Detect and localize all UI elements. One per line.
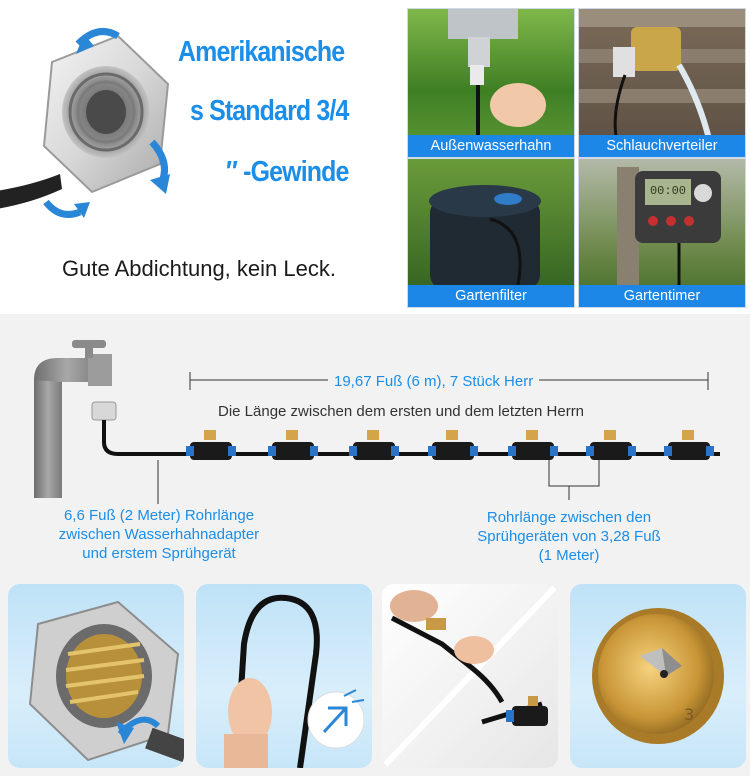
photo-caption: Schlauchverteiler bbox=[579, 135, 745, 157]
photo-garden-timer bbox=[578, 158, 746, 308]
subtitle: Gute Abdichtung, kein Leck. bbox=[62, 256, 336, 281]
photo-hose-splitter bbox=[578, 8, 746, 158]
headline-line-2: s Standard 3/4 bbox=[190, 95, 349, 127]
photo-outdoor-faucet bbox=[407, 8, 575, 158]
engraved-mark: 3 bbox=[684, 705, 695, 724]
mist-nozzle bbox=[586, 426, 636, 467]
hose-loop-illustration bbox=[196, 584, 372, 768]
headline-line-1: Amerikanische bbox=[178, 36, 345, 68]
misting-diagram bbox=[0, 314, 750, 576]
panel-quick-connect bbox=[382, 584, 558, 768]
mist-nozzle bbox=[268, 426, 318, 467]
feature-panels bbox=[0, 576, 750, 776]
hex-nut-illustration bbox=[0, 14, 190, 234]
adapter-line-2: zwischen Wasserhahnadapter bbox=[58, 526, 260, 543]
panel-brass-thread bbox=[8, 584, 184, 768]
spacing-line-1: Rohrlänge zwischen den bbox=[486, 509, 652, 526]
spacing-length-label bbox=[446, 508, 692, 565]
photo-caption: Gartentimer bbox=[579, 285, 745, 307]
panel-brass-nozzle bbox=[570, 584, 746, 768]
total-length-label: 19,67 Fuß (6 m), 7 Stück Herr bbox=[328, 373, 539, 390]
adapter-length-label bbox=[20, 506, 298, 563]
spacing-line-3: (1 Meter) bbox=[538, 547, 600, 564]
mist-nozzle bbox=[508, 426, 558, 467]
mist-nozzle bbox=[428, 426, 478, 467]
headline-line-3: ″ -Gewinde bbox=[226, 156, 349, 188]
photo-caption: Gartenfilter bbox=[408, 285, 574, 307]
photo-garden-filter bbox=[407, 158, 575, 308]
photo-caption: Außenwasserhahn bbox=[408, 135, 574, 157]
mist-nozzle bbox=[349, 426, 399, 467]
faucet-adapter bbox=[92, 402, 116, 420]
adapter-line-3: und erstem Sprühgerät bbox=[82, 545, 236, 562]
brass-nozzle-illustration bbox=[570, 584, 746, 768]
top-section bbox=[0, 0, 750, 314]
quick-connect-illustration bbox=[382, 584, 558, 768]
mist-nozzle bbox=[664, 426, 714, 467]
between-length-label: Die Länge zwischen dem ersten und dem letzten Herrn bbox=[218, 403, 585, 420]
mist-nozzle bbox=[186, 426, 236, 467]
timer-display: 00:00 bbox=[649, 184, 686, 198]
adapter-line-1: 6,6 Fuß (2 Meter) Rohrlänge bbox=[63, 507, 255, 524]
threaded-adapter-illustration bbox=[8, 584, 184, 768]
panel-flexible-hose bbox=[196, 584, 372, 768]
spacing-line-2: Sprühgeräten von 3,28 Fuß bbox=[477, 528, 661, 545]
